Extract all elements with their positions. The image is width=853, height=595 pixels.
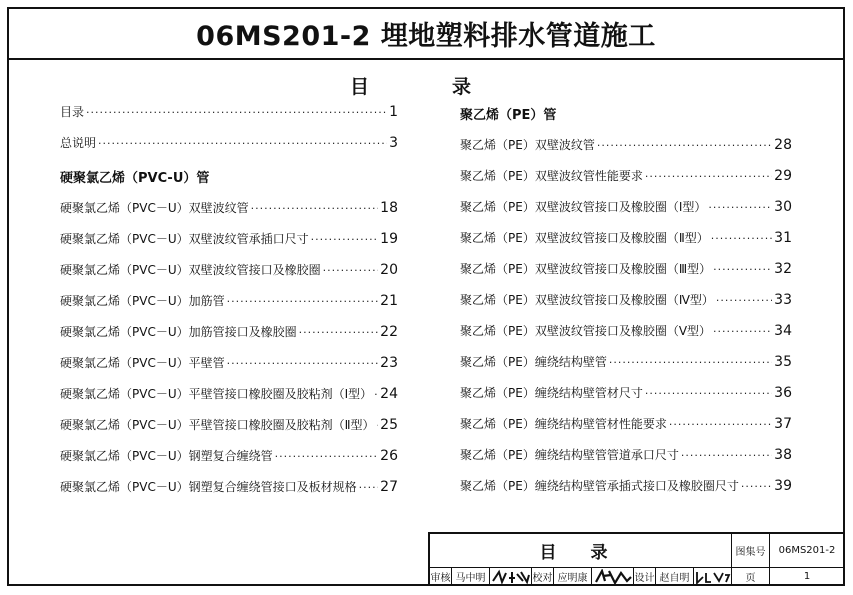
toc-entry-page-number: 29 <box>774 168 792 184</box>
toc-entry-page-number: 34 <box>774 323 792 339</box>
dot-leader <box>609 356 772 369</box>
right-toc-entry <box>460 198 792 215</box>
dot-leader <box>323 264 379 277</box>
pe-section-heading: 聚乙烯（PE）管 <box>460 108 557 123</box>
toc-entry-page-number: 39 <box>774 478 792 494</box>
left-toc-entry <box>60 103 398 120</box>
toc-entry-label: 目录 <box>60 105 85 119</box>
toc-entry-page-number: 32 <box>774 261 792 277</box>
toc-entry-label: 聚乙烯（PE）缠绕结构壁管承插式接口及橡胶圈尺寸 <box>460 479 739 493</box>
toc-entry-label: 聚乙烯（PE）双壁波纹管 <box>460 138 595 152</box>
page-number: 1 <box>770 568 845 586</box>
toc-entry-label: 硬聚氯乙烯（PVC－U）加筋管 <box>60 294 225 308</box>
toc-entry-page-number: 36 <box>774 385 792 401</box>
toc-entry-page-number: 38 <box>774 447 792 463</box>
toc-entry-page-number: 1 <box>389 104 398 120</box>
toc-entry-page-number: 24 <box>380 386 398 402</box>
right-toc-entry <box>460 477 792 494</box>
right-toc-entry <box>460 384 792 401</box>
toc-entry-label: 总说明 <box>60 136 97 150</box>
design-label: 设计 <box>634 568 656 586</box>
toc-entry-label: 聚乙烯（PE）缠绕结构壁管材尺寸 <box>460 386 643 400</box>
checker-name: 应明康 <box>554 568 592 586</box>
toc-entry-label: 聚乙烯（PE）缠绕结构壁管管道承口尺寸 <box>460 448 679 462</box>
dot-leader <box>251 202 379 215</box>
dot-leader <box>377 419 379 432</box>
toc-entry-label: 硬聚氯乙烯（PVC－U）钢塑复合缠绕管接口及板材规格 <box>60 480 357 494</box>
dot-leader <box>299 326 379 339</box>
title-bar <box>7 7 845 60</box>
toc-entry-page-number: 21 <box>380 293 398 309</box>
toc-entry-label: 硬聚氯乙烯（PVC－U）钢塑复合缠绕管 <box>60 449 273 463</box>
toc-entry-page-number: 28 <box>774 137 792 153</box>
toc-entry-page-number: 27 <box>380 479 398 495</box>
pvc-section-heading: 硬聚氯乙烯（PVC-U）管 <box>60 171 210 186</box>
checker-signature <box>592 568 634 586</box>
toc-entry-page-number: 23 <box>380 355 398 371</box>
dot-leader <box>645 387 772 400</box>
left-toc-entry <box>60 230 398 247</box>
dot-leader <box>311 233 379 246</box>
toc-entry-page-number: 37 <box>774 416 792 432</box>
reviewer-name: 马中明 <box>452 568 490 586</box>
toc-entry-label: 硬聚氯乙烯（PVC－U）双壁波纹管接口及橡胶圈 <box>60 263 321 277</box>
right-toc-entry <box>460 415 792 432</box>
dot-leader <box>597 139 772 152</box>
page-label: 页 <box>732 568 770 586</box>
reviewer-signature <box>490 568 532 586</box>
toc-entry-page-number: 26 <box>380 448 398 464</box>
dot-leader <box>713 263 772 276</box>
atlas-number-label: 图集号 <box>732 534 770 568</box>
dot-leader <box>359 481 379 494</box>
toc-entry-page-number: 3 <box>389 135 398 151</box>
toc-heading-right-char: 录 <box>452 76 472 98</box>
dot-leader <box>713 325 772 338</box>
right-toc-entry <box>460 167 792 184</box>
toc-entry-label: 硬聚氯乙烯（PVC－U）平壁管接口橡胶圈及胶粘剂（Ⅰ型） <box>60 387 373 401</box>
toc-entry-label: 硬聚氯乙烯（PVC－U）双壁波纹管 <box>60 201 249 215</box>
right-toc-entry <box>460 229 792 246</box>
right-toc-entry <box>460 260 792 277</box>
atlas-number: 06MS201-2 <box>770 534 845 568</box>
left-toc-entry <box>60 292 398 309</box>
dot-leader <box>98 137 387 150</box>
toc-entry-page-number: 31 <box>774 230 792 246</box>
dot-leader <box>227 357 379 370</box>
toc-entry-label: 聚乙烯（PE）缠绕结构壁管材性能要求 <box>460 417 667 431</box>
toc-entry-label: 硬聚氯乙烯（PVC－U）平壁管接口橡胶圈及胶粘剂（Ⅱ型） <box>60 418 375 432</box>
toc-heading-left-char: 目 <box>350 76 370 98</box>
right-toc-entry <box>460 136 792 153</box>
toc-entry-page-number: 19 <box>380 231 398 247</box>
dot-leader <box>374 388 378 401</box>
left-toc-entry <box>60 416 398 433</box>
dot-leader <box>227 295 379 308</box>
toc-entry-label: 聚乙烯（PE）双壁波纹管接口及橡胶圈（Ⅱ型） <box>460 231 709 245</box>
dot-leader <box>681 449 772 462</box>
right-toc-entry <box>460 353 792 370</box>
toc-entry-label: 硬聚氯乙烯（PVC－U）加筋管接口及橡胶圈 <box>60 325 297 339</box>
toc-entry-page-number: 25 <box>380 417 398 433</box>
toc-entry-page-number: 22 <box>380 324 398 340</box>
review-label: 审核 <box>430 568 452 586</box>
designer-name: 赵自明 <box>656 568 694 586</box>
title-block <box>428 532 845 586</box>
left-toc-entry <box>60 354 398 371</box>
designer-signature <box>694 568 732 586</box>
left-toc-entry <box>60 199 398 216</box>
dot-leader <box>741 480 772 493</box>
dot-leader <box>669 418 772 431</box>
right-toc-entry <box>460 291 792 308</box>
toc-entry-label: 硬聚氯乙烯（PVC－U）双壁波纹管承插口尺寸 <box>60 232 309 246</box>
toc-entry-page-number: 18 <box>380 200 398 216</box>
dot-leader <box>645 170 772 183</box>
left-toc-entry <box>60 447 398 464</box>
toc-entry-label: 聚乙烯（PE）双壁波纹管接口及橡胶圈（Ⅳ型） <box>460 293 714 307</box>
toc-entry-label: 硬聚氯乙烯（PVC－U）平壁管 <box>60 356 225 370</box>
check-label: 校对 <box>532 568 554 586</box>
toc-entry-label: 聚乙烯（PE）双壁波纹管性能要求 <box>460 169 643 183</box>
toc-entry-label: 聚乙烯（PE）双壁波纹管接口及橡胶圈（Ⅴ型） <box>460 324 712 338</box>
title-block-drawing-title: 目 录 <box>430 534 732 568</box>
right-toc-entry <box>460 322 792 339</box>
dot-leader <box>708 201 772 214</box>
dot-leader <box>711 232 772 245</box>
toc-entry-label: 聚乙烯（PE）双壁波纹管接口及橡胶圈（Ⅲ型） <box>460 262 712 276</box>
page-title: 06MS201-2 埋地塑料排水管道施工 <box>196 21 656 52</box>
left-toc-entry <box>60 478 398 495</box>
dot-leader <box>716 294 772 307</box>
toc-entry-label: 聚乙烯（PE）缠绕结构壁管 <box>460 355 607 369</box>
toc-entry-label: 聚乙烯（PE）双壁波纹管接口及橡胶圈（Ⅰ型） <box>460 200 707 214</box>
dot-leader <box>86 106 387 119</box>
left-toc-entry <box>60 323 398 340</box>
right-toc-entry <box>460 446 792 463</box>
toc-entry-page-number: 33 <box>774 292 792 308</box>
toc-entry-page-number: 35 <box>774 354 792 370</box>
left-toc-entry <box>60 261 398 278</box>
left-toc-entry <box>60 134 398 151</box>
toc-entry-page-number: 20 <box>380 262 398 278</box>
left-toc-entry <box>60 385 398 402</box>
dot-leader <box>275 450 379 463</box>
toc-entry-page-number: 30 <box>774 199 792 215</box>
